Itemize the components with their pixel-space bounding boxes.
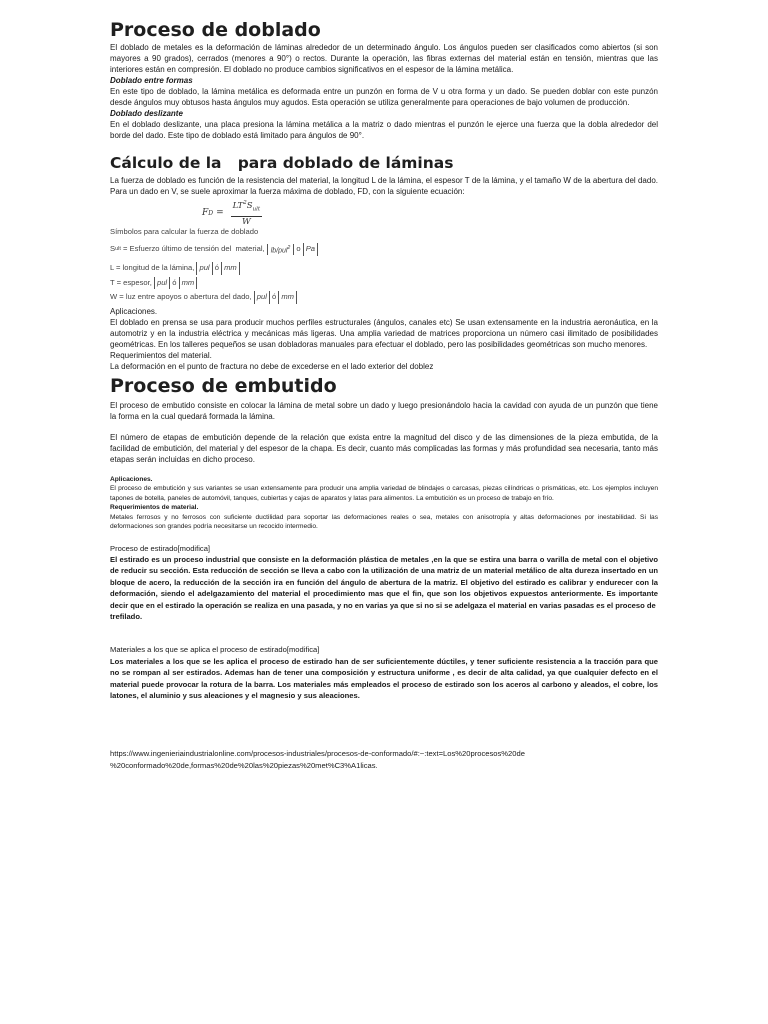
- formula-num-sub: ult: [252, 206, 261, 213]
- doblado-intro: El doblado de metales es la deformación de láminas alrededor de un determinado ángulo. Los ángulos pueden ser clasificados como abiertos (si son mayores a 90 grados), cerrados (menores a 90°) o rectos. Durante la operación, las fibras externas del material están en tensión, mientras que las interiores están en compresión. El doblado no produce cambios significativos en el espesor de la lámina metálica.: [110, 43, 658, 74]
- symbol-w-unit-mm: mm: [278, 291, 297, 303]
- source-url[interactable]: [110, 748, 658, 772]
- embutido-p1: El proceso de embutido consiste en colocar la lámina de metal sobre un dado y luego presionándolo hacia la cavidad con ayuda de un punzón que tiene la forma en la cual quedará formada la lámina.: [110, 400, 658, 421]
- requerimientos-embutido-text: Metales ferrosos y no ferrosos con suficiente ductilidad para soportar las deformaciones reales o sea, metales con anisotropía y altas deformaciones por inestabilidad. Si las deformaciones son grandes podría necesitarse un recocido intermedio.: [110, 513, 658, 531]
- symbol-sult-sub: ult: [115, 246, 121, 253]
- heading-doblado-deslizante: Doblado deslizante: [110, 109, 183, 118]
- heading-proceso-estirado: Proceso de estirado[modifica]: [110, 543, 211, 553]
- symbol-t-o: ó: [170, 277, 179, 287]
- heading-doblado-entre-formas: Doblado entre formas: [110, 76, 193, 85]
- symbol-sult-label: S: [110, 244, 116, 254]
- doblado-entre-formas-text: En este tipo de doblado, la lámina metálica es deformada entre un punzón en forma de V u otra forma y un dado. Se pueden doblar con este punzón desde ángulos muy obtusos hasta ángulos muy agudos. Esta operación se utiliza generalmente para operaciones de bajo volumen de producción.: [110, 87, 658, 107]
- symbol-w: [110, 291, 658, 303]
- symbol-w-o: ó: [269, 292, 279, 302]
- embutido-p2: El número de etapas de embutición depende de la relación que exista entre la magnitud del disco y de las dimensiones de la pieza embutida, de la facilidad de embutición, del material y del espesor de la chapa. Es decir, cuanto más complicadas las formas y más profundidad sea necesaria, tanto más etapas serán incluidas en dicho proceso.: [110, 432, 658, 464]
- materiales-estirado-text: Los materiales a los que se les aplica el proceso de estirado han de ser suficientemente dúctiles, y tener suficiente resistencia a la tracción para que no se rompan al ser estirados. Ademas han de tener una composición y estructura uniforme , es decir de alta calidad, ya que cualquier defecto en el material puede provocar la rotura de la barra. Los materiales más empleados el proceso de estirado son los aceros al carbono y aleados, el cobre, los latones, el aluminio y sus aleaciones y el magnesio y sus aleaciones.: [110, 656, 658, 701]
- estirado-text: El estirado es un proceso industrial que consiste en la deformación plástica de metales ,en la que se estira una barra o varilla de metal con el objetivo de reducir su sección. Esta reducción de sección se lleva a cabo con la utilización de una matriz de un material metálico de alta dureza insertado en un bloque de acero, la reducción de la sección ira en función del ángulo de abertura de la matriz. El objetivo del estirado es calibrar y endurecer con la deformación, siendo el adelgazamiento del material el procedimiento mas que el fin, que son los objetivos expuestos anteriormente. Es importante decir que en el estirado la operación se realiza en una pasada, y no en varias ya que si no si se adelgaza el material en varias pasadas es el proceso de: [110, 555, 658, 610]
- heading-requerimientos-doblado: Requerimientos del material.: [110, 350, 212, 360]
- formula-lhs: F: [202, 208, 209, 218]
- bending-force-formula: [202, 200, 658, 226]
- symbol-t-unit-pul: pul: [154, 277, 170, 289]
- source-url-line2[interactable]: %20conformado%20de,formas%20de%20las%20piezas%20met%C3%A1licas.: [110, 760, 378, 770]
- unit-pul2: pul: [278, 247, 288, 255]
- calculo-text: La fuerza de doblado es función de la resistencia del material, la longitud L de la lámina, el espesor T de la lámina, y el tamaño W de la abertura del dado. Para un dado en V, se suele aproximar la fuerza máxima de doblado, FD, con la siguiente ecuación:: [110, 176, 658, 196]
- heading-requerimientos-embutido: Requerimientos de material.: [110, 504, 199, 512]
- symbol-t-unit-mm: mm: [179, 277, 198, 289]
- formula-numerator: [231, 198, 262, 217]
- formula-lhs-sub: D: [208, 209, 214, 217]
- estirado-text-end: trefilado.: [110, 612, 143, 622]
- title-proceso-doblado: Proceso de doblado: [110, 19, 321, 41]
- aplicaciones-embutido-text: El proceso de embutición y sus variantes se usan extensamente para producir una amplia variedad de blindajes o carcasas, piezas cilíndricas o prismáticas, etc. Los ejemplos incluyen tapones de botella, paneles de automóvil, tanques, cubiertas y cajas de aparatos y latas para alimentos. La embutición es un proceso de trabajo en frío.: [110, 485, 658, 502]
- formula-num-lt: LT: [232, 201, 244, 212]
- title-proceso-embutido: Proceso de embutido: [110, 374, 337, 397]
- symbol-l: [110, 262, 658, 274]
- heading-aplicaciones-doblado: Aplicaciones.: [110, 306, 158, 316]
- symbol-l-o: ó: [212, 263, 222, 273]
- symbol-sult-unit: lb/pul$^2$: [267, 244, 295, 255]
- symbol-l-text: L = longitud de la lámina,: [110, 263, 197, 273]
- symbol-l-unit-pul: pul: [196, 262, 212, 274]
- source-url-line1[interactable]: https://www.ingenieriaindustrialonline.com/procesos-industriales/procesos-de-conformado/#:~:text=Los%20procesos%20de: [110, 748, 525, 758]
- formula-num-sup: 2: [243, 200, 247, 207]
- symbol-t: [110, 277, 658, 289]
- unit-pul2-sup: 2: [287, 244, 291, 251]
- heading-materiales-estirado: Materiales a los que se aplica el proceso de estirado[modifica]: [110, 645, 320, 655]
- requerimientos-doblado-text: La deformación en el punto de fractura no debe de excederse en el lado exterior del doblez: [110, 361, 434, 371]
- document-content: [110, 18, 658, 772]
- aplicaciones-doblado-text: El doblado en prensa se usa para producir muchos perfiles estructurales (ángulos, canales etc) Se usan extensamente en la industria aeronáutica, en la automotriz y en la industria eléctrica y mecánicas más ligeras. Una amplia variedad de matrices proporciona un número casi ilimitado de posibilidades geométricas. En los talleres pequeños se usan dobladoras manuales para efectuar el doblado, pero las posibilidades geométricas son mucho menores.: [110, 317, 658, 349]
- symbol-sult-text: = Esfuerzo último de tensión del material,: [120, 244, 267, 254]
- symbol-w-text: W = luz entre apoyos o abertura del dado,: [110, 292, 254, 302]
- doblado-deslizante-text: En el doblado deslizante, una placa presiona la lámina metálica a la matriz o dado mientras el punzón le ejerce una fuerza que la dobla alrededor del borde del dado. Este tipo de doblado está limitado para ángulos de 90°.: [110, 120, 658, 140]
- unit-lb: lb: [270, 247, 277, 255]
- title-calculo-fuerza: Cálculo de la para doblado de láminas: [110, 154, 454, 172]
- formula-denominator: W: [241, 216, 251, 227]
- formula-fraction: [231, 198, 262, 228]
- symbol-sult: [110, 238, 658, 260]
- formula-eq: =: [216, 208, 224, 218]
- symbol-sult-o: o: [294, 244, 303, 254]
- formula-block: [110, 200, 658, 304]
- symbols-title: Símbolos para calcular la fuerza de doblado: [110, 227, 259, 236]
- symbol-l-unit-mm: mm: [221, 262, 240, 274]
- symbol-t-text: T = espesor,: [110, 277, 154, 287]
- formula-num-s: S: [246, 201, 253, 212]
- heading-aplicaciones-embutido: Aplicaciones.: [110, 475, 153, 483]
- unit-pa: Pa: [303, 243, 318, 255]
- symbol-w-unit-pul: pul: [254, 291, 270, 303]
